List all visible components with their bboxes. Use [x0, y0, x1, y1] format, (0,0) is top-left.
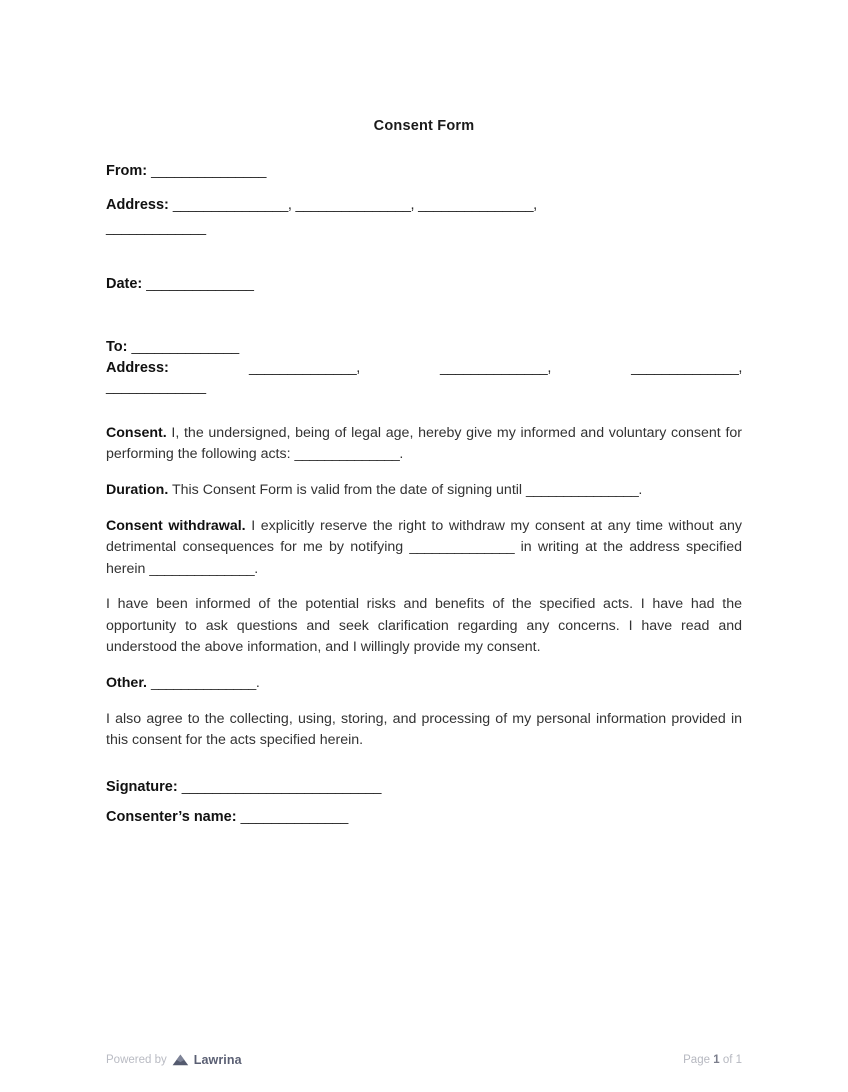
section-consent-withdrawal — [106, 516, 742, 581]
section-duration-text: This Consent Form is valid from the date of signing until — [168, 481, 527, 498]
section-withdrawal-text-middle: in writing at the address specified herein — [106, 539, 742, 577]
section-withdrawal-text-after: . — [254, 560, 259, 577]
page-title: Consent Form — [373, 118, 475, 134]
page-suffix: of 1 — [722, 1054, 742, 1066]
section-duration-text-after: . — [638, 481, 643, 498]
lawrina-logo-icon — [172, 1054, 189, 1066]
field-from-blank[interactable]: _______________ — [151, 163, 267, 179]
page-indicator — [683, 1054, 742, 1066]
spacer-after-from — [106, 182, 742, 194]
field-consenter-name-blank[interactable]: ______________ — [240, 809, 348, 826]
field-signature-label: Signature: — [106, 778, 178, 795]
field-from-label: From: — [106, 163, 148, 179]
signature-block — [106, 776, 742, 829]
field-to-address — [106, 360, 742, 376]
section-other-text-after: . — [255, 675, 260, 692]
to-address-zip-blank[interactable]: _____________ — [106, 379, 206, 396]
field-consenter-name — [106, 806, 742, 828]
section-consent-heading: Consent. — [106, 424, 167, 441]
paragraph-informed-consent: I have been informed of the potential risks and benefits of the specified acts. I have had the opportunity to ask questions and seek clarification regarding any concerns. I have read and understood the above information, and I willingly provide my consent. — [106, 596, 742, 656]
powered-by-label: Powered by — [106, 1054, 167, 1066]
section-consent-text: I, the undersigned, being of legal age, hereby give my informed and voluntary consent for performing the following acts: — [106, 424, 742, 463]
to-address-city-blank[interactable]: ______________, — [440, 360, 551, 377]
field-date-blank[interactable]: ______________ — [146, 276, 254, 293]
page-number: 1 — [713, 1054, 720, 1066]
field-date — [106, 273, 742, 295]
section-other — [106, 673, 742, 695]
section-withdrawal-heading: Consent withdrawal. — [106, 517, 246, 534]
field-from-address-label: Address: — [106, 197, 169, 214]
from-address-city-blank[interactable]: _______________, — [295, 197, 415, 214]
section-consent — [106, 423, 742, 466]
field-from — [106, 160, 742, 182]
field-from-address-line2 — [106, 217, 742, 239]
footer-branding — [106, 1053, 242, 1067]
section-duration-blank[interactable]: _______________ — [526, 481, 639, 498]
spacer-after-date — [106, 296, 742, 336]
section-consent-blank[interactable]: ______________ — [294, 446, 400, 463]
from-address-zip-blank[interactable]: _____________ — [106, 219, 206, 236]
section-other-blank[interactable]: ______________ — [150, 675, 256, 692]
field-to-label: To: — [106, 338, 128, 355]
section-duration — [106, 480, 742, 502]
field-date-label: Date: — [106, 276, 143, 293]
section-withdrawal-text: I explicitly reserve the right to withdraw my consent at any time without any detrimental consequences for me by notifying — [106, 517, 742, 556]
section-withdrawal-address-blank[interactable]: ______________ — [149, 560, 255, 577]
page-prefix: Page — [683, 1054, 710, 1066]
page-footer — [106, 1050, 742, 1070]
spacer-before-body — [106, 399, 742, 423]
from-address-street-blank[interactable]: _______________, — [172, 197, 292, 214]
field-signature-blank[interactable]: __________________________ — [181, 778, 382, 795]
spacer-after-from-address — [106, 239, 742, 273]
section-other-heading: Other. — [106, 675, 147, 692]
brand-name: Lawrina — [193, 1053, 242, 1067]
section-consent-text-after: . — [399, 446, 404, 463]
from-address-state-blank[interactable]: _______________, — [418, 197, 537, 214]
field-to-address-label: Address: — [106, 360, 169, 377]
paragraph-data-processing: I also agree to the collecting, using, storing, and processing of my personal information provided in this consent for the acts specified herein. — [106, 710, 742, 749]
to-address-state-blank[interactable]: ______________, — [631, 360, 742, 377]
field-from-address — [106, 194, 742, 216]
field-to-blank[interactable]: ______________ — [131, 338, 239, 355]
section-duration-heading: Duration. — [106, 481, 169, 498]
section-withdrawal-notify-blank[interactable]: ______________ — [409, 539, 515, 556]
to-address-street-blank[interactable]: ______________, — [248, 360, 360, 377]
field-signature — [106, 776, 742, 798]
document-content — [106, 118, 742, 837]
field-to-address-line2 — [106, 376, 742, 398]
field-to — [106, 336, 742, 358]
field-consenter-name-label: Consenter’s name: — [106, 809, 237, 826]
